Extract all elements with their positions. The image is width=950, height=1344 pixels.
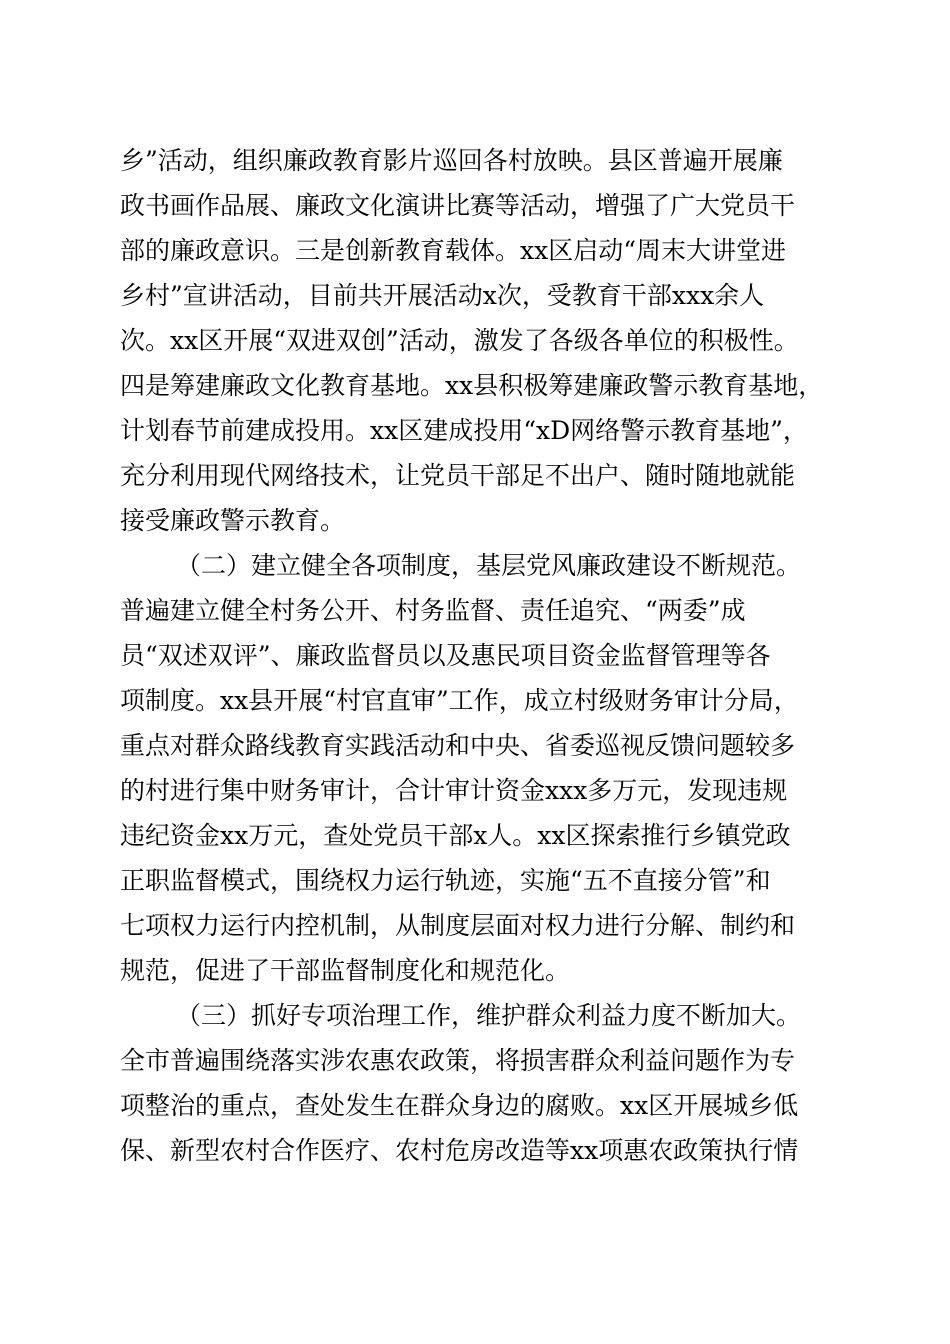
text-line: 普遍建立健全村务公开、村务监督、责任追究、“两委”成 <box>120 596 746 625</box>
text-line: 违纪资金xx万元，查处党员干部x人。xx区探索推行乡镇党政 <box>120 821 791 850</box>
text-line: 乡村”宣讲活动，目前共开展活动x次，受教育干部xxx余人 <box>120 281 765 310</box>
text-line: 规范，促进了干部监督制度化和规范化。 <box>120 956 571 985</box>
text-line: 项制度。xx县开展“村官直审”工作，成立村级财务审计分局， <box>120 686 799 715</box>
text-line: 计划春节前建成投用。xx区建成投用“xD网络警示教育基地”， <box>120 416 808 445</box>
text-line: 员“双述双评”、廉政监督员以及惠民项目资金监督管理等各 <box>120 641 771 670</box>
text-line: 重点对群众路线教育实践活动和中央、省委巡视反馈问题较多 <box>120 731 796 760</box>
text-line: 项整治的重点，查处发生在群众身边的腐败。xx区开展城乡低 <box>120 1091 799 1120</box>
text-line: 政书画作品展、廉政文化演讲比赛等活动，增强了广大党员干 <box>120 191 796 220</box>
text-line: 充分利用现代网络技术，让党员干部足不出户、随时随地就能 <box>120 461 796 490</box>
text-line: 保、新型农村合作医疗、农村危房改造等xx项惠农政策执行情 <box>120 1136 799 1165</box>
text-line: 乡”活动，组织廉政教育影片巡回各村放映。县区普遍开展廉 <box>120 146 783 175</box>
text-line: 的村进行集中财务审计，合计审计资金xxx多万元，发现违规 <box>120 776 788 805</box>
section-heading-2: （二）建立健全各项制度，基层党风廉政建设不断规范。 <box>176 551 802 580</box>
document-body <box>120 138 832 1173</box>
text-line: 部的廉政意识。三是创新教育载体。xx区启动“周末大讲堂进 <box>120 236 786 265</box>
section-heading-3: （三）抓好专项治理工作，维护群众利益力度不断加大。 <box>176 1001 802 1030</box>
text-line: 全市普遍围绕落实涉农惠农政策，将损害群众利益问题作为专 <box>120 1046 796 1075</box>
text-line: 四是筹建廉政文化教育基地。xx县积极筹建廉政警示教育基地， <box>120 371 824 400</box>
text-line: 次。xx区开展“双进双创”活动，激发了各级各单位的积极性。 <box>120 326 799 355</box>
text-line: 接受廉政警示教育。 <box>120 506 346 535</box>
text-line: 正职监督模式，围绕权力运行轨迹，实施“五不直接分管”和 <box>120 866 771 895</box>
text-line: 七项权力运行内控机制，从制度层面对权力进行分解、制约和 <box>120 911 796 940</box>
